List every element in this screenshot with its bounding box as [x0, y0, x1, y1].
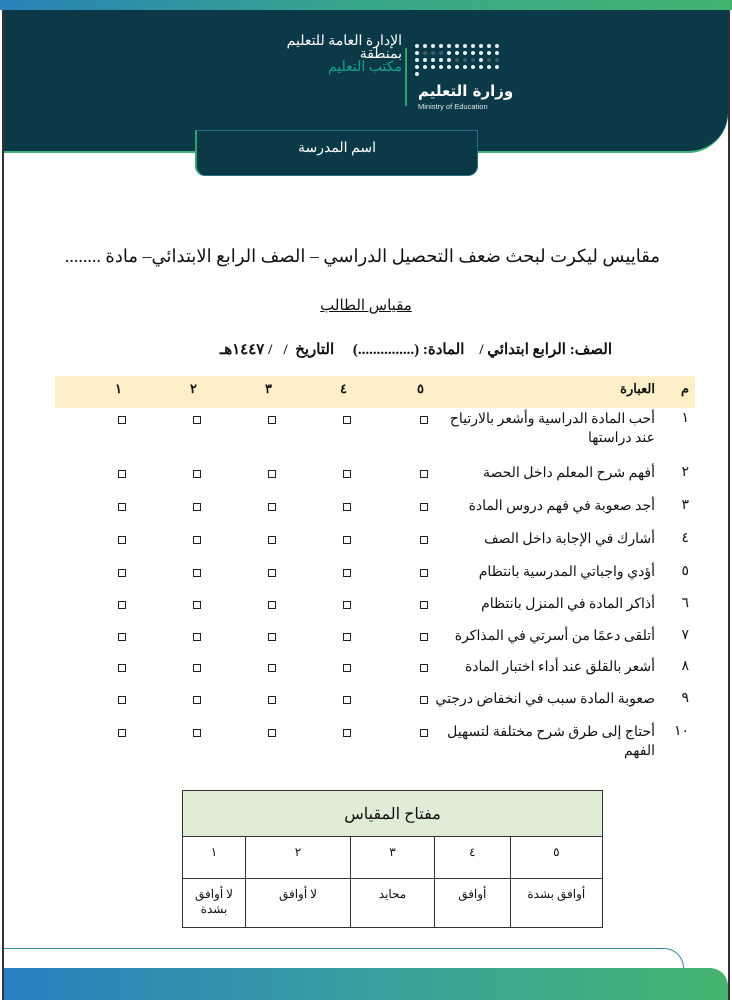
rating-checkbox-3[interactable]: [268, 664, 276, 672]
logo-dot: [439, 58, 443, 62]
logo-dot: [423, 65, 427, 69]
rating-checkbox-5[interactable]: [420, 729, 428, 737]
document-title: مقاييس ليكرت لبحث ضعف التحصيل الدراسي – الصف الرابع الابتدائي– مادة ........: [64, 246, 660, 266]
logo-dot: [423, 51, 427, 55]
row-statement: أفهم شرح المعلم داخل الحصة: [482, 466, 655, 481]
rating-checkbox-1[interactable]: [118, 601, 126, 609]
row-statement: أشعر بالقلق عند أداء اختبار المادة: [464, 660, 655, 675]
rating-checkbox-5[interactable]: [420, 536, 428, 544]
rating-checkbox-2[interactable]: [193, 664, 201, 672]
rating-checkbox-1[interactable]: [118, 569, 126, 577]
rating-checkbox-3[interactable]: [268, 536, 276, 544]
logo-dot: [447, 65, 451, 69]
rating-checkbox-4[interactable]: [343, 569, 351, 577]
rating-checkbox-3[interactable]: [268, 416, 276, 424]
dept-line1: الإدارة العامة للتعليم: [286, 34, 402, 49]
row-number: ٤: [681, 531, 689, 546]
document-subtitle: مقياس الطالب: [320, 298, 412, 314]
row-statement: أجد صعوبة في فهم دروس المادة: [468, 499, 655, 514]
top-gradient-bar: [0, 0, 732, 10]
rating-checkbox-5[interactable]: [420, 664, 428, 672]
rating-checkbox-5[interactable]: [420, 633, 428, 641]
logo-dot: [415, 65, 419, 69]
logo-dot: [415, 51, 419, 55]
rating-checkbox-1[interactable]: [118, 633, 126, 641]
key-number: ٥: [510, 837, 602, 879]
row-statement: أؤدي واجباتي المدرسية بانتظام: [478, 565, 655, 580]
rating-checkbox-1[interactable]: [118, 729, 126, 737]
rating-checkbox-4[interactable]: [343, 633, 351, 641]
dept-line3: مكتب التعليم: [327, 60, 402, 75]
key-number: ٣: [351, 837, 435, 879]
rating-checkbox-3[interactable]: [268, 569, 276, 577]
logo-dot: [455, 58, 459, 62]
rating-checkbox-4[interactable]: [343, 416, 351, 424]
logo-dot: [455, 51, 459, 55]
rating-checkbox-2[interactable]: [193, 503, 201, 511]
logo-dot: [495, 51, 499, 55]
department-block: [287, 35, 402, 74]
header-2: ٢: [190, 381, 197, 396]
rating-checkbox-1[interactable]: [118, 536, 126, 544]
key-label: أوافق بشدة: [510, 879, 602, 928]
rating-checkbox-2[interactable]: [193, 729, 201, 737]
scale-key-table: [182, 790, 603, 928]
key-number: ٢: [246, 837, 351, 879]
logo-dot: [487, 58, 491, 62]
logo-dot: [423, 58, 427, 62]
logo-dot: [463, 58, 467, 62]
header-num: م: [680, 381, 689, 396]
row-number: ٦: [681, 596, 689, 611]
logo-dot: [479, 44, 483, 48]
logo-dot: [471, 51, 475, 55]
logo-dot: [479, 51, 483, 55]
school-name-box: اسم المدرسة: [195, 130, 478, 176]
row-statement: أشارك في الإجابة داخل الصف: [484, 532, 655, 547]
table-header: [55, 376, 695, 408]
row-number: ١: [681, 411, 689, 426]
row-number: ١٠: [673, 724, 689, 739]
rating-checkbox-1[interactable]: [118, 470, 126, 478]
rating-checkbox-2[interactable]: [193, 601, 201, 609]
logo-dot: [479, 65, 483, 69]
row-statement: أتلقى دعمًا من أسرتي في المذاكرة: [454, 629, 655, 644]
rating-checkbox-4[interactable]: [343, 601, 351, 609]
logo-dot: [447, 51, 451, 55]
footer-gradient-bar: [4, 968, 728, 1000]
row-number: ٥: [681, 564, 689, 579]
ministry-name-en: Ministry of Education: [418, 102, 488, 111]
key-label: لا أوافق بشدة: [183, 879, 246, 928]
rating-checkbox-1[interactable]: [118, 696, 126, 704]
info-line: الصف: الرابع ابتدائي / المادة: (...............) التاريخ / / ١٤٤٧هـ: [219, 342, 612, 358]
footer-line: [4, 948, 684, 970]
rating-checkbox-5[interactable]: [420, 696, 428, 704]
logo-dot: [447, 58, 451, 62]
logo-dot: [415, 72, 419, 76]
logo-dot: [439, 51, 443, 55]
logo-dot: [423, 44, 427, 48]
logo-dot: [487, 65, 491, 69]
header-1: ١: [115, 381, 122, 396]
logo-dot: [431, 51, 435, 55]
key-number: ١: [183, 837, 246, 879]
rating-checkbox-1[interactable]: [118, 664, 126, 672]
logo-dot: [463, 51, 467, 55]
ministry-name-ar: وزارة التعليم: [418, 82, 514, 100]
rating-checkbox-1[interactable]: [118, 503, 126, 511]
header-statement: العبارة: [620, 381, 655, 396]
logo-dot: [495, 58, 499, 62]
rating-checkbox-5[interactable]: [420, 601, 428, 609]
key-number: ٤: [435, 837, 511, 879]
logo-dot: [487, 44, 491, 48]
logo-dot: [471, 65, 475, 69]
rating-checkbox-4[interactable]: [343, 536, 351, 544]
logo-dot: [455, 44, 459, 48]
ministry-logo-icon: [415, 44, 505, 74]
logo-dot: [415, 58, 419, 62]
logo-dot: [471, 44, 475, 48]
rating-checkbox-5[interactable]: [420, 470, 428, 478]
row-statement: أحب المادة الدراسية وأشعر بالارتياح عند دراستها: [449, 412, 655, 446]
row-statement: أذاكر المادة في المنزل بانتظام: [481, 597, 655, 612]
logo-dot: [463, 44, 467, 48]
row-statement: أحتاج إلى طرق شرح مختلفة لتسهيل الفهم: [447, 725, 655, 759]
header-3: ٣: [265, 381, 272, 396]
rating-checkbox-5[interactable]: [420, 416, 428, 424]
logo-dot: [439, 44, 443, 48]
rating-checkbox-2[interactable]: [193, 536, 201, 544]
rating-checkbox-4[interactable]: [343, 696, 351, 704]
rating-checkbox-4[interactable]: [343, 503, 351, 511]
logo-dot: [471, 58, 475, 62]
rating-checkbox-3[interactable]: [268, 470, 276, 478]
row-number: ٢: [681, 465, 689, 480]
logo-dot: [431, 58, 435, 62]
logo-dot: [431, 65, 435, 69]
rating-checkbox-2[interactable]: [193, 633, 201, 641]
header-5: ٥: [417, 381, 424, 396]
rating-checkbox-5[interactable]: [420, 503, 428, 511]
rating-checkbox-2[interactable]: [193, 470, 201, 478]
row-number: ٣: [681, 498, 689, 513]
rating-checkbox-4[interactable]: [343, 729, 351, 737]
rating-checkbox-3[interactable]: [268, 633, 276, 641]
rating-checkbox-2[interactable]: [193, 569, 201, 577]
rating-checkbox-1[interactable]: [118, 416, 126, 424]
rating-checkbox-2[interactable]: [193, 696, 201, 704]
row-number: ٧: [681, 628, 689, 643]
rating-checkbox-4[interactable]: [343, 664, 351, 672]
logo-divider: [405, 48, 407, 106]
dept-line2: بمنطقة: [359, 47, 402, 62]
key-label: لا أوافق: [246, 879, 351, 928]
row-number: ٩: [681, 691, 689, 706]
logo-dot: [447, 44, 451, 48]
scale-key-title: مفتاح المقياس: [183, 791, 603, 837]
rating-checkbox-3[interactable]: [268, 601, 276, 609]
rating-checkbox-2[interactable]: [193, 416, 201, 424]
logo-dot: [463, 65, 467, 69]
rating-checkbox-3[interactable]: [268, 503, 276, 511]
logo-dot: [495, 65, 499, 69]
logo-dot: [479, 58, 483, 62]
key-label: أوافق: [435, 879, 511, 928]
key-label: محايد: [351, 879, 435, 928]
row-statement: صعوبة المادة سبب في انخفاض درجتي: [435, 692, 655, 707]
logo-dot: [431, 44, 435, 48]
header-4: ٤: [340, 381, 347, 396]
logo-dot: [415, 44, 419, 48]
logo-dot: [439, 65, 443, 69]
logo-dot: [455, 65, 459, 69]
rating-checkbox-5[interactable]: [420, 569, 428, 577]
rating-checkbox-3[interactable]: [268, 729, 276, 737]
rating-checkbox-4[interactable]: [343, 470, 351, 478]
logo-dot: [495, 44, 499, 48]
logo-dot: [487, 51, 491, 55]
rating-checkbox-3[interactable]: [268, 696, 276, 704]
row-number: ٨: [681, 659, 689, 674]
